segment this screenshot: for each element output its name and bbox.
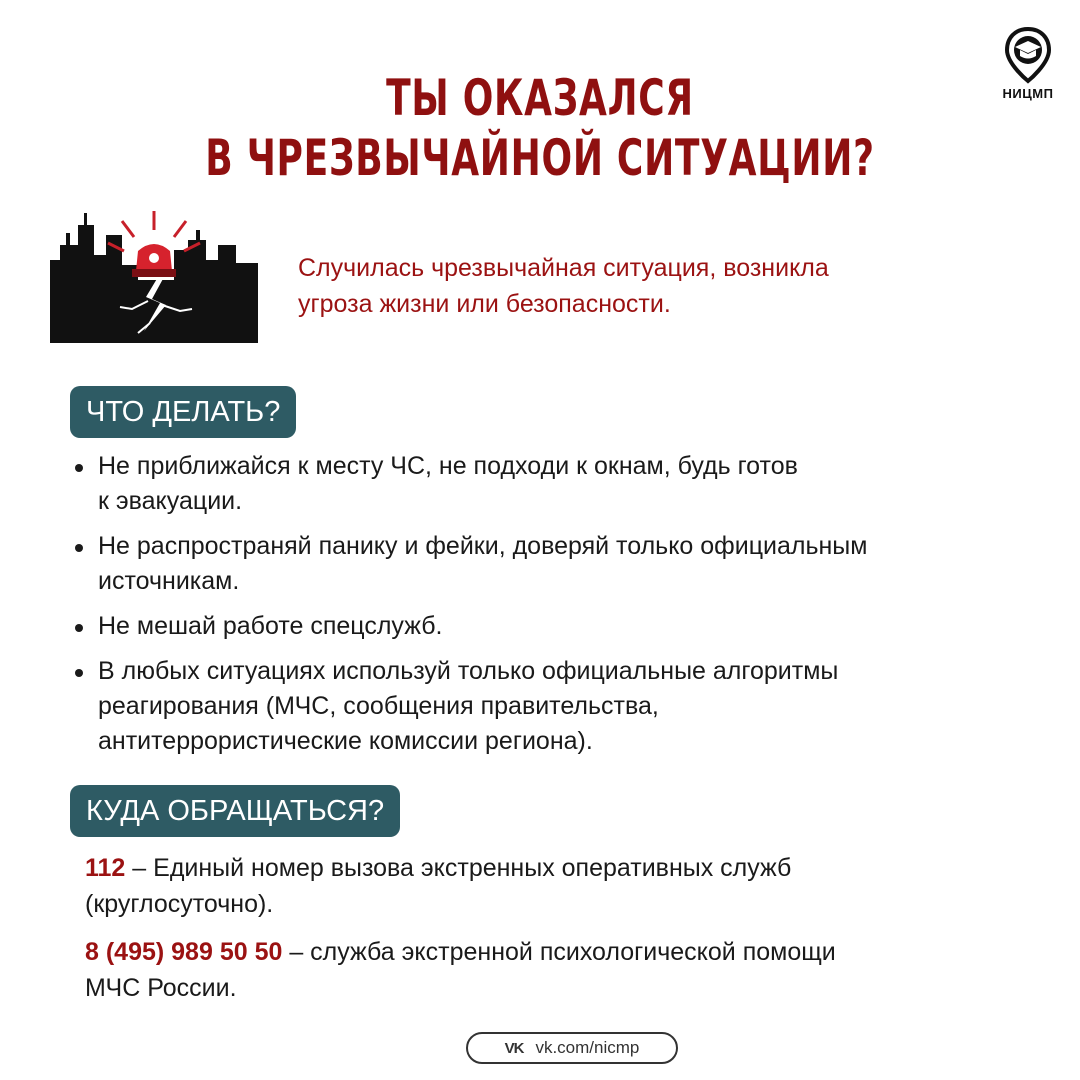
bullet-icon xyxy=(75,464,83,472)
where-to-go-heading: КУДА ОБРАЩАТЬСЯ? xyxy=(70,785,400,837)
list-item-line: источникам. xyxy=(98,567,240,595)
title-line-1: ТЫ ОКАЗАЛСЯ xyxy=(386,69,694,127)
what-to-do-heading: ЧТО ДЕЛАТЬ? xyxy=(70,386,296,438)
contact-list xyxy=(85,850,1035,1018)
list-item-line: к эвакуации. xyxy=(98,487,243,515)
phone-number[interactable]: 112 xyxy=(85,854,126,882)
intro-line-2: угроза жизни или безопасности. xyxy=(298,290,671,318)
vk-link-text[interactable]: vk.com/nicmp xyxy=(535,1038,640,1057)
list-item-line: реагирования (МЧС, сообщения правительства, xyxy=(98,692,659,720)
page-title xyxy=(151,68,929,188)
contact-description-line2: МЧС России. xyxy=(85,974,237,1002)
contact-description: – служба экстренной психологической помощи xyxy=(282,938,836,966)
intro-text xyxy=(298,250,1018,322)
bullet-icon xyxy=(75,544,83,552)
action-list xyxy=(72,449,1032,769)
intro-line-1: Случилась чрезвычайная ситуация, возникла xyxy=(298,254,829,282)
list-item xyxy=(72,654,1032,759)
bullet-icon xyxy=(75,669,83,677)
vk-link[interactable] xyxy=(466,1032,678,1064)
list-item xyxy=(72,449,1032,519)
bullet-icon xyxy=(75,624,83,632)
list-item-line: антитеррористические комиссии региона). xyxy=(98,727,593,755)
list-item-line: Не приближайся к месту ЧС, не подходи к окнам, будь готов xyxy=(98,452,798,480)
title-line-2: В ЧРЕЗВЫЧАЙНОЙ СИТУАЦИИ? xyxy=(205,129,875,187)
list-item xyxy=(72,609,1032,644)
nicmp-logo xyxy=(992,26,1064,106)
contact-description: – Единый номер вызова экстренных оперативных служб xyxy=(125,854,792,882)
graduation-cap-pin-icon xyxy=(1003,26,1053,84)
list-item-line: В любых ситуациях используй только официальные алгоритмы xyxy=(98,657,839,685)
contact-psych-help xyxy=(85,934,1035,1006)
phone-number[interactable]: 8 (495) 989 50 50 xyxy=(85,938,283,966)
list-item xyxy=(72,529,1032,599)
contact-description-line2: (круглосуточно). xyxy=(85,890,274,918)
list-item-line: Не распространяй панику и фейки, доверяй только официальным xyxy=(98,532,868,560)
list-item-line: Не мешай работе спецслужб. xyxy=(98,612,443,640)
emergency-siren-city-icon xyxy=(50,205,258,343)
contact-112 xyxy=(85,850,1035,922)
logo-text: НИЦМП xyxy=(1002,86,1054,101)
vk-icon: VK xyxy=(504,1039,524,1057)
